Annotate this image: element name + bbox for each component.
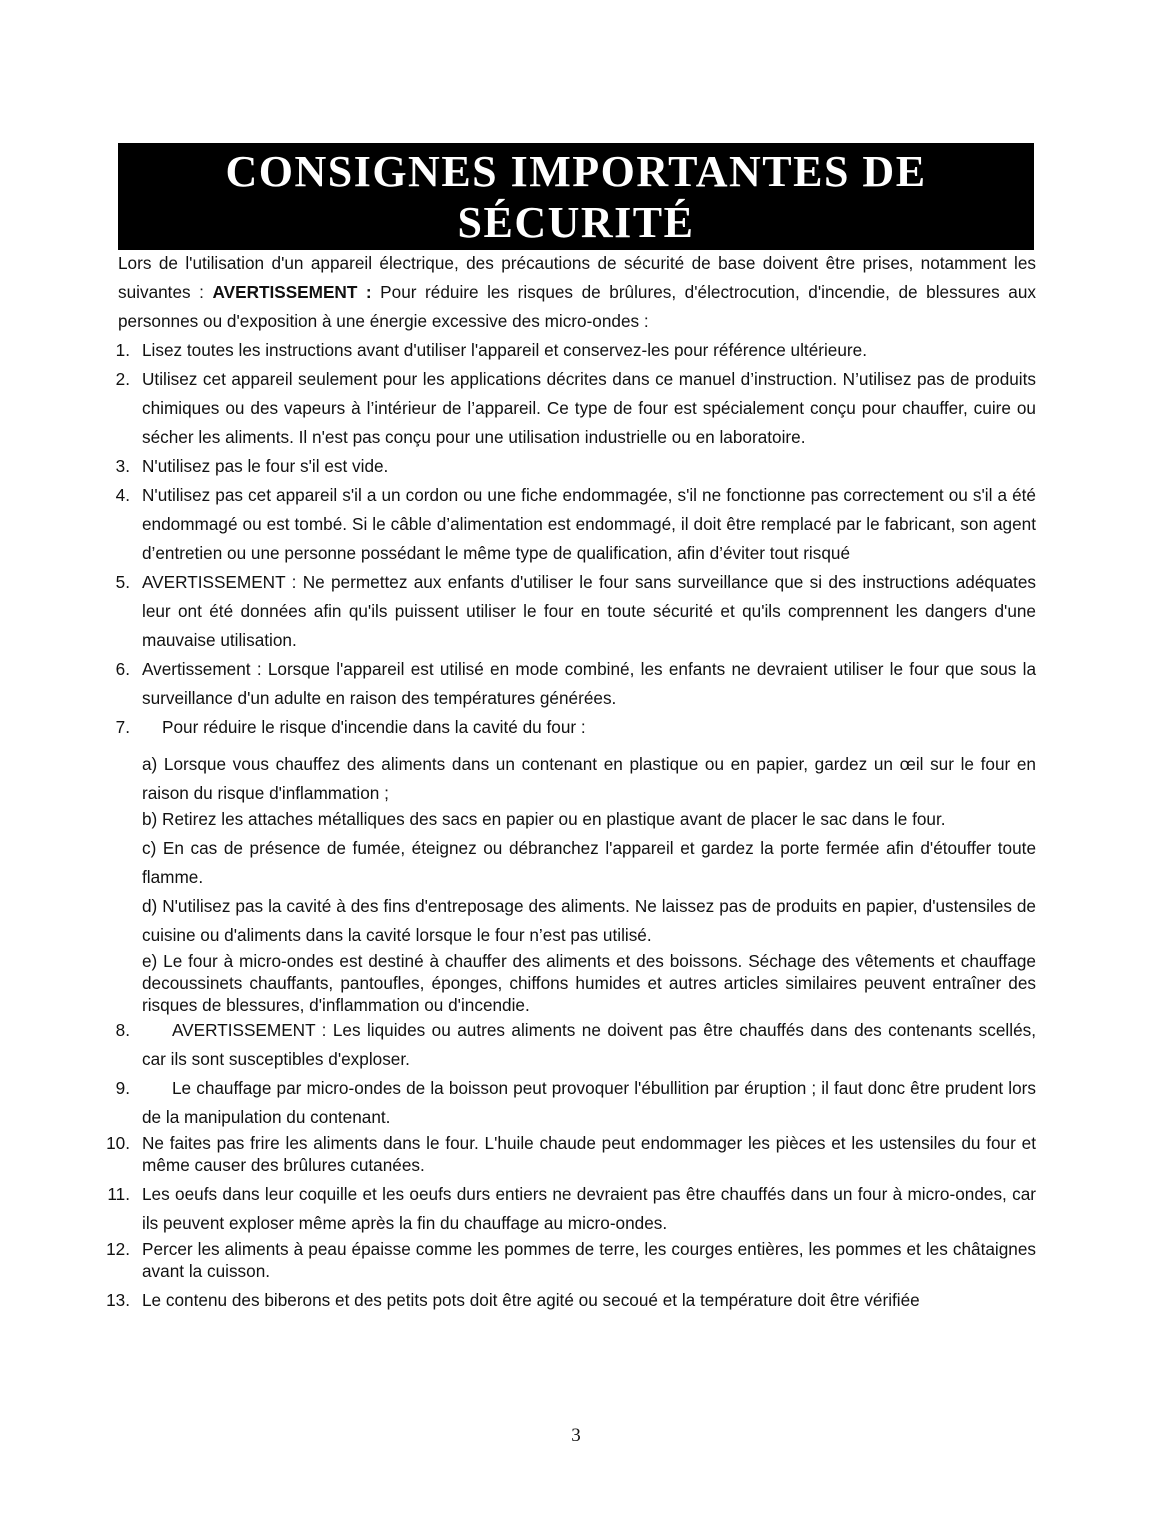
- sub-item-text: e) Le four à micro-ondes est destiné à chauffer des aliments et des boissons. Séchage des vêtements et chauffage decoussinets chauffants, pantoufles, éponges, chiffons humides et autres articles similaires peuvent entraîner des risques de blessures, d'inflammation ou d'incendie.: [142, 951, 1036, 1015]
- list-item: [104, 452, 1036, 481]
- intro-tail: Pour réduire les risques de brûlures, d'électrocution, d'incendie, de blessures aux personnes ou d'exposition à une énergie excessive des micro-ondes :: [118, 282, 1037, 331]
- item-text: Le contenu des biberons et des petits pots doit être agité ou secoué et la température doit être vérifiée: [142, 1290, 920, 1310]
- list-item: [104, 1286, 1036, 1315]
- sub-item: [104, 834, 1036, 892]
- sub-item-text: b) Retirez les attaches métalliques des sacs en papier ou en plastique avant de placer le sac dans le four.: [142, 809, 946, 829]
- sub-item: [104, 950, 1036, 1016]
- list-item: [104, 655, 1036, 713]
- item-text: AVERTISSEMENT : Ne permettez aux enfants d'utiliser le four sans surveillance que si des instructions adéquates leur ont été données afin qu'ils puissent utiliser le four en toute sécurité et qu'ils comprennent les dangers d'une mauvaise utilisation.: [142, 572, 1036, 650]
- list-item: [104, 481, 1036, 568]
- item-number: 13.: [106, 1290, 130, 1310]
- list-item: [104, 568, 1036, 655]
- list-item: [104, 713, 1036, 742]
- item-number: 12.: [106, 1239, 130, 1259]
- list-item: [104, 365, 1036, 452]
- safety-instructions: [104, 249, 1036, 1315]
- intro-warning-label: AVERTISSEMENT :: [212, 282, 372, 302]
- sub-item-text: d) N'utilisez pas la cavité à des fins d'entreposage des aliments. Ne laissez pas de produits en papier, d'ustensiles de cuisine ou d'aliments dans la cavité lorsque le four n’est pas utilisé.: [142, 896, 1036, 945]
- item-number: 7.: [115, 717, 130, 737]
- page-number: 3: [571, 1425, 581, 1446]
- item-text: N'utilisez pas le four s'il est vide.: [142, 456, 389, 476]
- sub-item: [104, 808, 1036, 830]
- item-number: 3.: [115, 456, 130, 476]
- list-item: [104, 1074, 1036, 1132]
- list-item: [104, 1180, 1036, 1238]
- item-number: 1.: [115, 340, 130, 360]
- page-title: [118, 143, 1034, 250]
- item-text: Avertissement : Lorsque l'appareil est utilisé en mode combiné, les enfants ne devraient utiliser le four que sous la surveillance d'un adulte en raison des températures générées.: [142, 659, 1036, 708]
- item-number: 5.: [115, 572, 130, 592]
- sub-item-text: c) En cas de présence de fumée, éteignez ou débranchez l'appareil et gardez la porte fermée afin d'étouffer toute flamme.: [142, 838, 1036, 887]
- item-text: Percer les aliments à peau épaisse comme les pommes de terre, les courges entières, les pommes et les châtaignes avant la cuisson.: [142, 1239, 1036, 1281]
- item-text: Les oeufs dans leur coquille et les oeufs durs entiers ne devraient pas être chauffés dans un four à micro-ondes, car ils peuvent exploser même après la fin du chauffage au micro-ondes.: [142, 1184, 1036, 1233]
- item-number: 11.: [107, 1184, 130, 1204]
- title-line-1: CONSIGNES IMPORTANTES DE: [225, 147, 927, 196]
- list-item: [104, 1016, 1036, 1074]
- list-item: [104, 336, 1036, 365]
- item-text: AVERTISSEMENT : Les liquides ou autres aliments ne doivent pas être chauffés dans des contenants scellés, car ils sont susceptibles d'exploser.: [142, 1020, 1036, 1069]
- item-number: 8.: [115, 1020, 130, 1040]
- item-number: 2.: [115, 369, 130, 389]
- item-number: 9.: [115, 1078, 130, 1098]
- item-text: Ne faites pas frire les aliments dans le four. L'huile chaude peut endommager les pièces et les ustensiles du four et même causer des brûlures cutanées.: [142, 1133, 1036, 1175]
- item-text: Pour réduire le risque d'incendie dans la cavité du four :: [162, 717, 586, 737]
- item-text: Utilisez cet appareil seulement pour les applications décrites dans ce manuel d’instruction. N’utilisez pas de produits chimiques ou des vapeurs à l’intérieur de l’appareil. Ce type de four est spécialement conçu pour chauffer, cuire ou sécher les aliments. Il n'est pas conçu pour une utilisation industrielle ou en laboratoire.: [142, 369, 1036, 447]
- sub-item-text: a) Lorsque vous chauffez des aliments dans un contenant en plastique ou en papier, gardez un œil sur le four en raison du risque d'inflammation ;: [142, 754, 1036, 803]
- item-number: 10.: [106, 1133, 130, 1153]
- item-text: Le chauffage par micro-ondes de la boisson peut provoquer l'ébullition par éruption ; il faut donc être prudent lors de la manipulation du contenant.: [142, 1078, 1036, 1127]
- item-number: 4.: [115, 485, 130, 505]
- item-text: Lisez toutes les instructions avant d'utiliser l'appareil et conservez-les pour référence ultérieure.: [142, 340, 867, 360]
- title-line-2: SÉCURITÉ: [457, 198, 695, 247]
- sub-item: [104, 892, 1036, 950]
- list-item: [104, 1132, 1036, 1176]
- sub-item: [104, 750, 1036, 808]
- intro-lead: Lors de l'utilisation d'un appareil électrique, des précautions de sécurité de base doivent être prises, notamment les suivantes :: [118, 253, 1036, 302]
- intro-paragraph: [118, 249, 1036, 336]
- item-text: N'utilisez pas cet appareil s'il a un cordon ou une fiche endommagée, s'il ne fonctionne pas correctement ou s'il a été endommagé ou est tombé. Si le câble d’alimentation est endommagé, il doit être remplacé par le fabricant, son agent d’entretien ou une personne possédant le même type de qualification, afin d’éviter tout risqué: [142, 485, 1036, 563]
- list-item: [104, 1238, 1036, 1282]
- item-number: 6.: [115, 659, 130, 679]
